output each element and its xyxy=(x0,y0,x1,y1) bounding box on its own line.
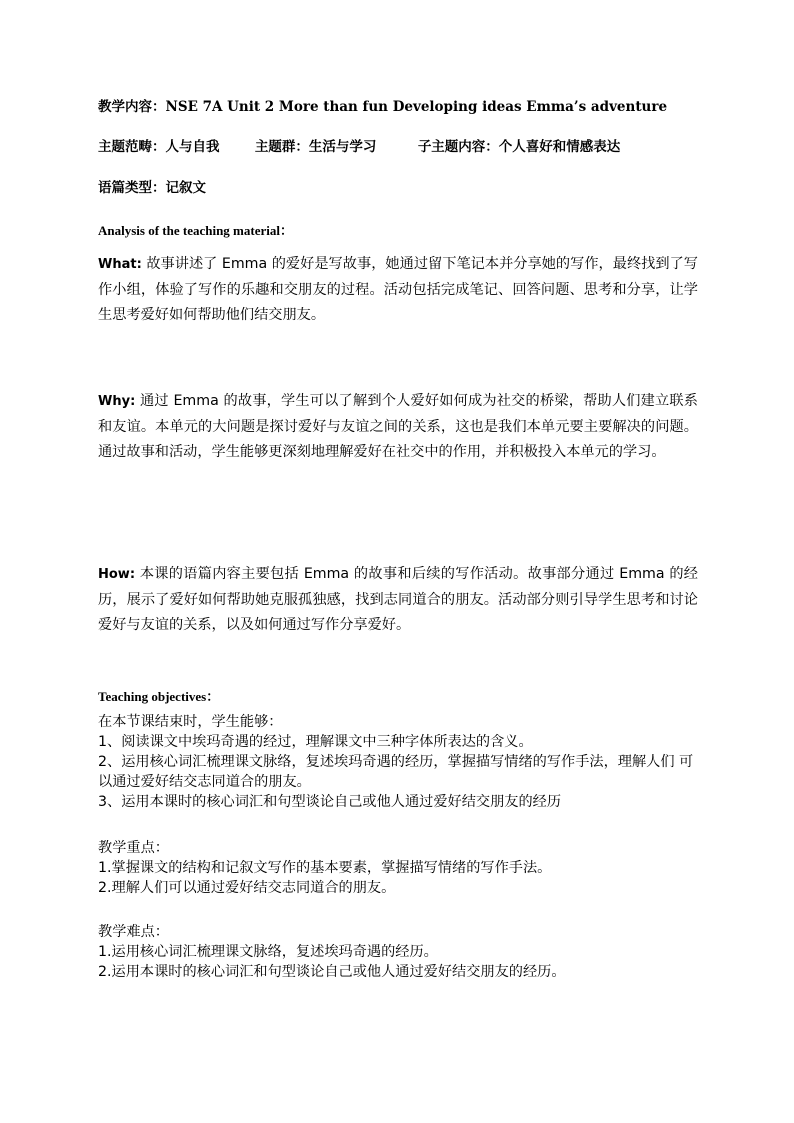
difficulty-item: 1.运用核心词汇梳理课文脉络，复述埃玛奇遇的经历。 xyxy=(98,944,438,960)
key-points-title: 教学重点： xyxy=(98,840,169,856)
how-label: How: xyxy=(98,567,136,582)
key-point-item: 2.理解人们可以通过爱好结交志同道合的朋友。 xyxy=(98,880,396,896)
objective-item: 3、运用本课时的核心词汇和句型谈论自己或他人通过爱好结交朋友的经历 xyxy=(98,794,562,810)
difficulties-title: 教学难点： xyxy=(98,924,169,940)
theme-category: 主题范畴：人与自我 xyxy=(98,139,220,155)
difficulties-list xyxy=(98,922,698,982)
theme-line xyxy=(98,135,620,155)
what-paragraph xyxy=(98,252,698,329)
objective-item: 1、阅读课文中埃玛奇遇的经过，理解课文中三种字体所表达的含义。 xyxy=(98,734,533,750)
objectives-intro: 在本节课结束时，学生能够： xyxy=(98,714,283,730)
sub-theme: 子主题内容：个人喜好和情感表达 xyxy=(417,139,621,155)
objective-item: 2、运用核心词汇梳理课文脉络，复述埃玛奇遇的经历，掌握描写情绪的写作手法，理解人们 可以通过爱好结交志同道合的朋友。 xyxy=(98,754,694,790)
objectives-title: Teaching objectives： xyxy=(98,689,220,704)
why-paragraph xyxy=(98,389,698,466)
content-line: 教学内容：NSE 7A Unit 2 More than fun Developing ideas Emma’s adventure xyxy=(98,99,668,115)
key-point-item: 1.掌握课文的结构和记叙文写作的基本要素，掌握描写情绪的写作手法。 xyxy=(98,860,552,876)
what-text: 故事讲述了 Emma 的爱好是写故事，她通过留下笔记本并分享她的写作，最终找到了写作小组，体验了写作的乐趣和交朋友的过程。活动包括完成笔记、回答问题、思考和分享，让学生思考爱好如何帮助他们结交朋友。 xyxy=(98,256,698,323)
why-label: Why: xyxy=(98,394,136,409)
theme-group: 主题群：生活与学习 xyxy=(254,139,377,155)
key-points-list xyxy=(98,838,698,898)
analysis-title: Analysis of the teaching material： xyxy=(98,223,293,238)
what-label: What: xyxy=(98,257,142,272)
how-paragraph xyxy=(98,562,698,639)
genre-line: 语篇类型：记叙文 xyxy=(98,180,206,196)
why-text: 通过 Emma 的故事，学生可以了解到个人爱好如何成为社交的桥梁，帮助人们建立联系和友谊。本单元的大问题是探讨爱好与友谊之间的关系，这也是我们本单元要主要解决的问题。通过故事和活动，学生能够更深刻地理解爱好在社交中的作用，并积极投入本单元的学习。 xyxy=(98,393,698,460)
objectives-list xyxy=(98,712,698,812)
how-text: 本课的语篇内容主要包括 Emma 的故事和后续的写作活动。故事部分通过 Emma 的经历，展示了爱好如何帮助她克服孤独感，找到志同道合的朋友。活动部分则引导学生思考和讨论爱好与友谊的关系，以及如何通过写作分享爱好。 xyxy=(98,566,698,633)
difficulty-item: 2.运用本课时的核心词汇和句型谈论自己或他人通过爱好结交朋友的经历。 xyxy=(98,964,566,980)
